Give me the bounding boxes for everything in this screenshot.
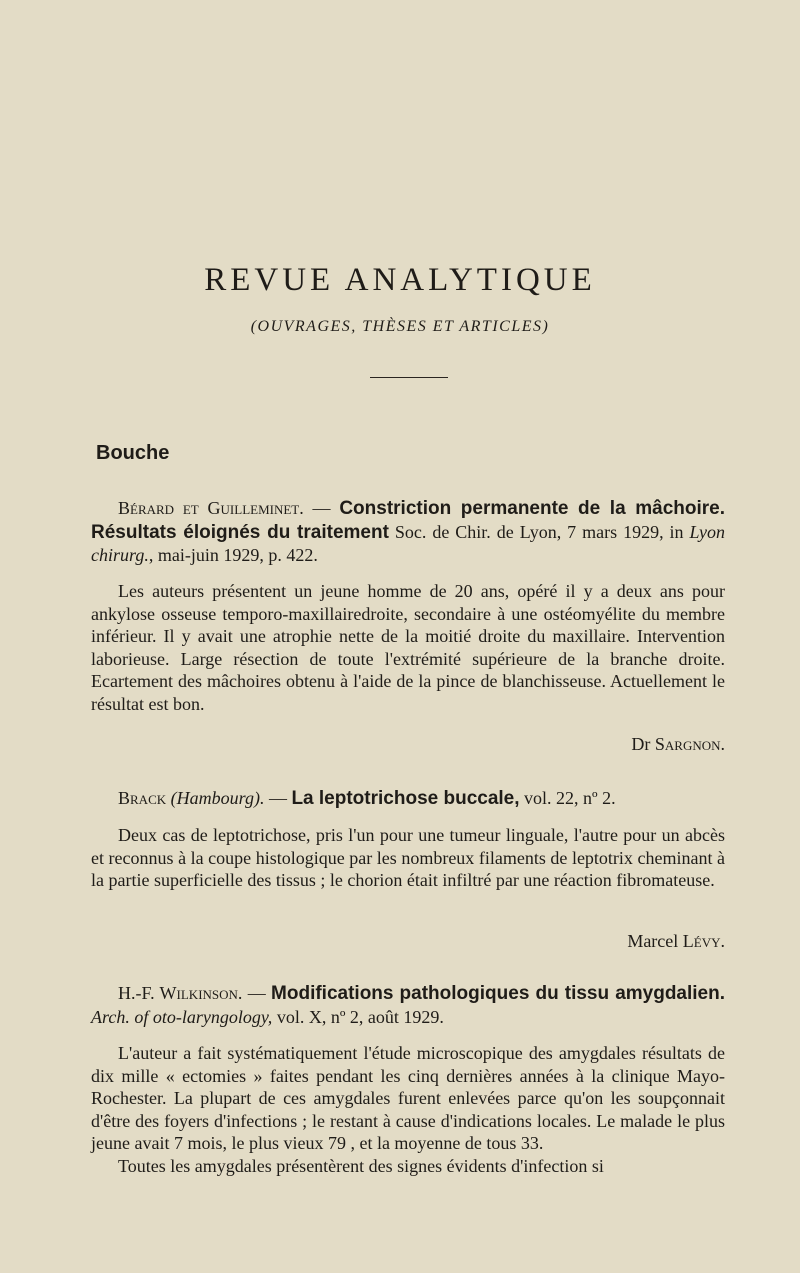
page-title: REVUE ANALYTIQUE xyxy=(204,262,596,298)
article-1-journal: Lyon chirurg. xyxy=(91,521,725,565)
title-divider xyxy=(370,377,448,378)
article-2-location: (Hambourg). xyxy=(170,788,265,808)
article-1-body-text: Les auteurs présentent un jeune homme de 20 ans, opéré il y a deux ans pour ankylose osseuse temporo-maxillairedroite, secondaire à une ostéomyélite du membre inférieur. Il y avait une atrophie nette de la moitié droite du maxillaire. Intervention laborieuse. Large résection de toute l'extrémité supérieure de la branche droite. Ecartement des mâchoires obtenu à l'aide de la pince de blanchisseuse. Actuellement le résultat est bon. xyxy=(91,581,725,714)
article-1-body xyxy=(91,580,725,715)
article-1-signature-prefix: Dr xyxy=(631,734,651,754)
article-2-source-post: vol. 22, nº 2. xyxy=(519,788,616,808)
article-2-title: La leptotrichose buccale, xyxy=(291,788,520,809)
section-heading: Bouche xyxy=(96,442,170,464)
article-3-journal: Arch. of oto-laryngology, xyxy=(91,1006,273,1027)
article-2-signature-name: Lévy. xyxy=(682,931,725,951)
article-2-authors: Brack xyxy=(118,788,167,808)
article-2-header xyxy=(91,787,725,811)
article-1-source-post: , mai-juin 1929, p. 422. xyxy=(148,545,318,565)
article-3-body-text: L'auteur a fait systématiquement l'étude microscopique des amygdales résultats de dix mille « ectomies » faites pendant les cinq dernières années à la clinique Mayo-Rochester. La plupart de ces amygdales furent enlevées parce qu'on les soupçonnait d'être des foyers d'infections ; le restant à cause d'indications locales. Le malade le plus jeune avait 7 mois, le plus vieux 79 , et la moyenne de tous 33. xyxy=(91,1043,725,1153)
article-3-header xyxy=(91,982,725,1028)
article-2-signature xyxy=(91,930,737,953)
article-2-dash: — xyxy=(264,788,292,808)
article-3-source-post: vol. X, nº 2, août 1929. xyxy=(272,1006,444,1027)
article-3-dash: — xyxy=(242,983,272,1003)
article-1-signature xyxy=(91,733,737,756)
article-3-authors: H.-F. Wilkinson. xyxy=(118,983,243,1003)
article-3-body xyxy=(91,1042,725,1177)
article-1-signature-name: Sargnon. xyxy=(654,734,725,754)
article-2-body xyxy=(91,824,725,892)
article-2-signature-prefix: Marcel xyxy=(627,931,679,951)
article-1-header xyxy=(91,497,725,567)
article-1-source-pre: Soc. de Chir. de Lyon, 7 mars 1929, in xyxy=(388,521,690,542)
article-3-title: Modifications pathologiques du tissu amygdalien. xyxy=(271,983,726,1004)
page-subtitle: (OUVRAGES, THÈSES ET ARTICLES) xyxy=(250,318,550,335)
article-2-body-text: Deux cas de leptotrichose, pris l'un pour une tumeur linguale, l'autre pour un abcès et reconnus à la coupe histologique par les nombreux filaments de leptotrix cheminant à la partie superficielle des tissus ; le chorion était infiltré par une réaction fibromateuse. xyxy=(91,825,725,890)
article-1-authors: Bérard et Guilleminet. xyxy=(118,498,304,518)
article-3-body-text-2: Toutes les amygdales présentèrent des signes évidents d'infection si xyxy=(118,1155,604,1176)
article-1-dash: — xyxy=(303,498,340,518)
article-1-title: Constriction permanente de la mâchoire. Résultats éloignés du traitement xyxy=(91,498,725,543)
